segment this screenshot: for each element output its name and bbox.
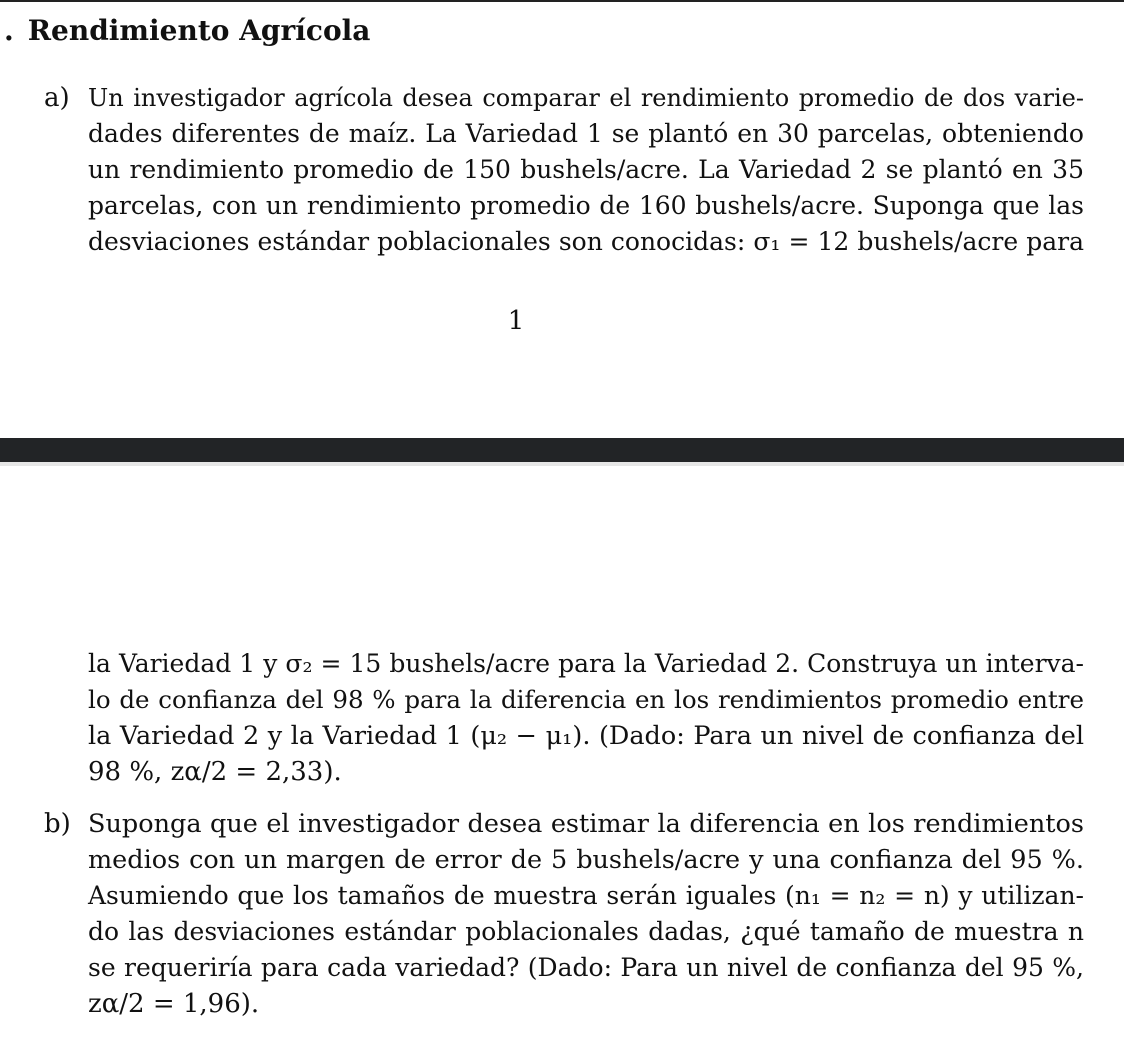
item-b-label: b) xyxy=(44,809,71,839)
item-a-line: un rendimiento promedio de 150 bushels/acre. La Variedad 2 se plantó en 35 xyxy=(88,155,1084,184)
section-marker: . xyxy=(4,14,14,47)
item-b-line: se requeriría para cada variedad? (Dado: Para un nivel de confianza del 95 %, xyxy=(88,953,1084,982)
item-a-label: a) xyxy=(44,83,70,113)
item-b-line: Asumiendo que los tamaños de muestra serán iguales (n₁ = n₂ = n) y utilizan- xyxy=(88,881,1084,910)
item-b-line: medios con un margen de error de 5 bushels/acre y una confianza del 95 %. xyxy=(88,845,1084,875)
item-a-line: lo de confianza del 98 % para la diferencia en los rendimientos promedio entre xyxy=(88,685,1084,714)
item-a-text-page1 xyxy=(88,80,1084,260)
item-a-line: 98 %, zα/2 = 2,33). xyxy=(88,757,342,787)
item-a-text-page2 xyxy=(88,646,1084,790)
section-title-text: Rendimiento Agrícola xyxy=(27,14,371,47)
item-a-line: parcelas, con un rendimiento promedio de 160 bushels/acre. Suponga que las xyxy=(88,191,1084,220)
item-b-line: Suponga que el investigador desea estimar la diferencia en los rendimientos xyxy=(88,809,1084,839)
item-b-line: do las desviaciones estándar poblacionales dadas, ¿qué tamaño de muestra n xyxy=(88,917,1084,946)
item-a-line: la Variedad 1 y σ₂ = 15 bushels/acre para la Variedad 2. Construya un interva- xyxy=(88,649,1084,678)
item-b-text xyxy=(88,806,1084,1022)
item-a-line: Un investigador agrícola desea comparar el rendimiento promedio de dos varie- xyxy=(88,84,1084,112)
item-a-line: desviaciones estándar poblacionales son conocidas: σ₁ = 12 bushels/acre para xyxy=(88,227,1084,256)
item-b-line: zα/2 = 1,96). xyxy=(88,989,260,1019)
page-break-bar xyxy=(0,438,1124,462)
top-rule xyxy=(0,0,1124,2)
item-a-line: dades diferentes de maíz. La Variedad 1 se plantó en 30 parcelas, obteniendo xyxy=(88,119,1084,148)
section-title xyxy=(4,14,370,47)
page-break-shadow xyxy=(0,462,1124,466)
page-number: 1 xyxy=(507,306,525,336)
item-a-line: la Variedad 2 y la Variedad 1 (μ₂ − μ₁). (Dado: Para un nivel de confianza del xyxy=(88,721,1084,751)
